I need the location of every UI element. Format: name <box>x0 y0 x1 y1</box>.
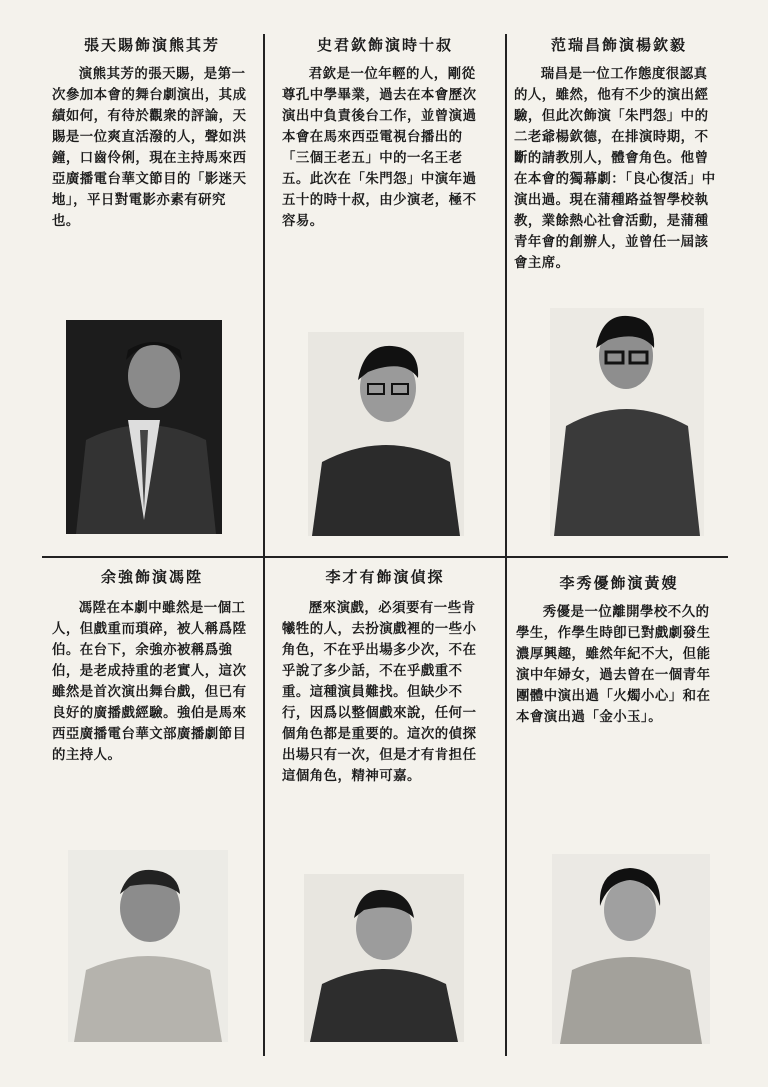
profile-title: 范瑞昌飾演楊欽毅 <box>550 36 687 54</box>
profile-text: 秀優是一位離開學校不久的學生，作學生時卽已對戲劇發生濃厚興趣，雖然年紀不大，但能演中年婦女，過去曾在一個青年團體中演出過「火燭小心」和在本會演出過「金小玉」。 <box>516 604 711 725</box>
portrait-photo-5 <box>304 874 464 1042</box>
portrait-photo-4 <box>68 850 228 1042</box>
portrait-photo-6 <box>552 854 710 1044</box>
profile-text: 演熊其芳的張天賜，是第一次參加本會的舞台劇演出，其成績如何，有待於觀衆的評論，天賜是一位爽直活潑的人，聲如洪鐘，口齒伶俐，現在主持馬來西亞廣播電台華文節目的「影迷天地」，平日對電影亦素有研究也。 <box>52 66 247 229</box>
profile-text: 歷來演戲，必須要有一些肯犧牲的人，去扮演戲裡的一些小角色，不在乎出場多少次，不在乎說了多少話，不在乎戲重不重。這種演員難找。但缺少不行，因爲以整個戲來說，任何一個角色都是重要的。這次的偵探出場只有一次，但是才有肯担任這個角色，精神可嘉。 <box>282 600 477 784</box>
profile-text: 瑞昌是一位工作態度很認真的人，雖然，他有不少的演出經驗，但此次飾演「朱門怨」中的二老爺楊欽德，在排演時期，不斷的請教別人，體會角色。他曾在本會的獨幕劇：「良心復活」中演出過。現在蒲種路益智學校執教，業餘熱心社會活動，是蒲種青年會的創辦人，並曾任一屆該會主席。 <box>514 66 716 271</box>
profile-card-5 <box>268 562 502 1056</box>
profile-card-2 <box>268 30 502 550</box>
portrait-photo-1 <box>66 320 222 534</box>
portrait-photo-3 <box>550 308 704 536</box>
row-divider <box>42 556 728 558</box>
profile-title: 史君欽飾演時十叔 <box>316 36 453 54</box>
profile-title: 張天賜飾演熊其芳 <box>83 36 220 54</box>
profile-card-4 <box>44 562 260 1056</box>
profile-title: 余強飾演馮陞 <box>100 568 203 586</box>
column-divider-left <box>263 34 265 1056</box>
profile-card-1 <box>44 30 260 550</box>
profile-title: 李才有飾演偵探 <box>325 568 445 586</box>
profile-card-6 <box>510 562 728 1056</box>
profile-title: 李秀優飾演黃嫂 <box>559 574 679 592</box>
profile-text: 馮陞在本劇中雖然是一個工人，但戲重而瑣碎，被人稱爲陞伯。在台下，余強亦被稱爲強伯，是老成持重的老實人，這次雖然是首次演出舞台戲，但已有良好的廣播戲經驗。強伯是馬來西亞廣播電台華文部廣播劇節目的主持人。 <box>52 600 247 763</box>
column-divider-right <box>505 34 507 1056</box>
portrait-photo-2 <box>308 332 464 536</box>
profile-card-3 <box>510 30 728 550</box>
profile-text: 君欽是一位年輕的人，剛從尊孔中學畢業，過去在本會歷次演出中負責後台工作，並曾演過本會在馬來西亞電視台播出的「三個王老五」中的一名王老五。此次在「朱門怨」中演年過五十的時十叔，由少演老，極不容易。 <box>282 66 477 229</box>
